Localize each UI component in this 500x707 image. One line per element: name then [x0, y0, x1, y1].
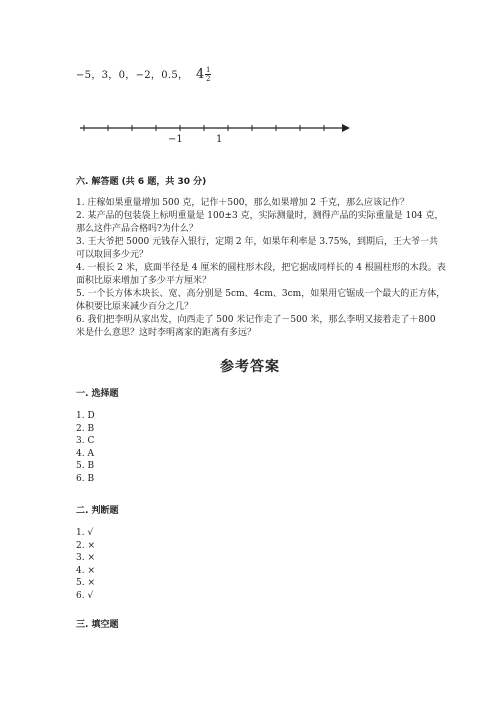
number-line-label-1: 1: [216, 134, 223, 145]
answer-item: 3. ×: [76, 553, 95, 563]
question-3: 3. 王大爷把 5000 元钱存入银行，定期 2 年，如果年利率是 3.75%，到期后，王大爷一共可以取回多少元？: [76, 237, 438, 260]
answer-item: 2. B: [76, 423, 95, 434]
answer-item: 1. √: [76, 528, 94, 538]
answer-item: 5. B: [76, 461, 95, 471]
answer-item: 3. C: [76, 436, 95, 446]
answers-sec1-list: [76, 410, 95, 485]
answers-sec2-title: 二. 判断题: [76, 506, 119, 516]
answers-sec1-title: 一. 选择题: [76, 389, 119, 399]
section6-title: 六. 解答题 (共 6 题，共 30 分): [76, 177, 207, 187]
fraction-numerator: 1: [206, 66, 211, 74]
answers-sec2-list: [76, 527, 95, 602]
answers-title: 参考答案: [220, 359, 280, 375]
number-line-label-neg1: −1: [168, 134, 183, 145]
answer-item: 1. D: [76, 411, 95, 421]
answer-item: 6. B: [76, 473, 95, 484]
answer-item: 6. √: [76, 590, 94, 601]
fraction-denominator: 2: [206, 75, 211, 83]
number-list: −5，3，0，−2，0.5，: [76, 70, 189, 81]
question-1: 1. 庄稼如果重量增加 500 克，记作＋500，那么如果增加 2 千克，那么应该记作？: [76, 198, 409, 208]
question-4: 4. 一根长 2 米，底面半径是 4 厘米的圆柱形木段，把它据成同样长的 4 根圆柱形的木段。表面积比原来增加了多少平方厘米？: [76, 263, 446, 286]
mixed-fraction: [196, 66, 211, 83]
answer-item: 4. ×: [76, 565, 95, 576]
question-2: 2. 某产品的包装袋上标明重量是 100±3 克，实际测量时，测得产品的实际重量是 104 克，那么这件产品合格吗?为什么？: [76, 211, 444, 234]
question-6: 6. 我们把李明从家出发，向西走了 500 米记作走了－500 米，那么李明又接着走了＋800 米是什么意思？这时李明离家的距离有多远？: [76, 315, 436, 338]
answers-sec3-title: 三. 填空题: [76, 620, 119, 630]
answer-item: 2. ×: [76, 540, 95, 551]
question-5: 5. 一个长方体木块长、宽、高分别是 5cm、4cm、3cm，如果用它锯成一个最大的正方体，体积要比原来减少百分之几？: [76, 289, 446, 312]
answer-item: 5. ×: [76, 578, 95, 588]
section6-questions: [76, 197, 446, 340]
fraction-whole: 4: [196, 67, 205, 82]
number-line: [70, 118, 360, 148]
answer-item: 4. A: [76, 448, 94, 459]
